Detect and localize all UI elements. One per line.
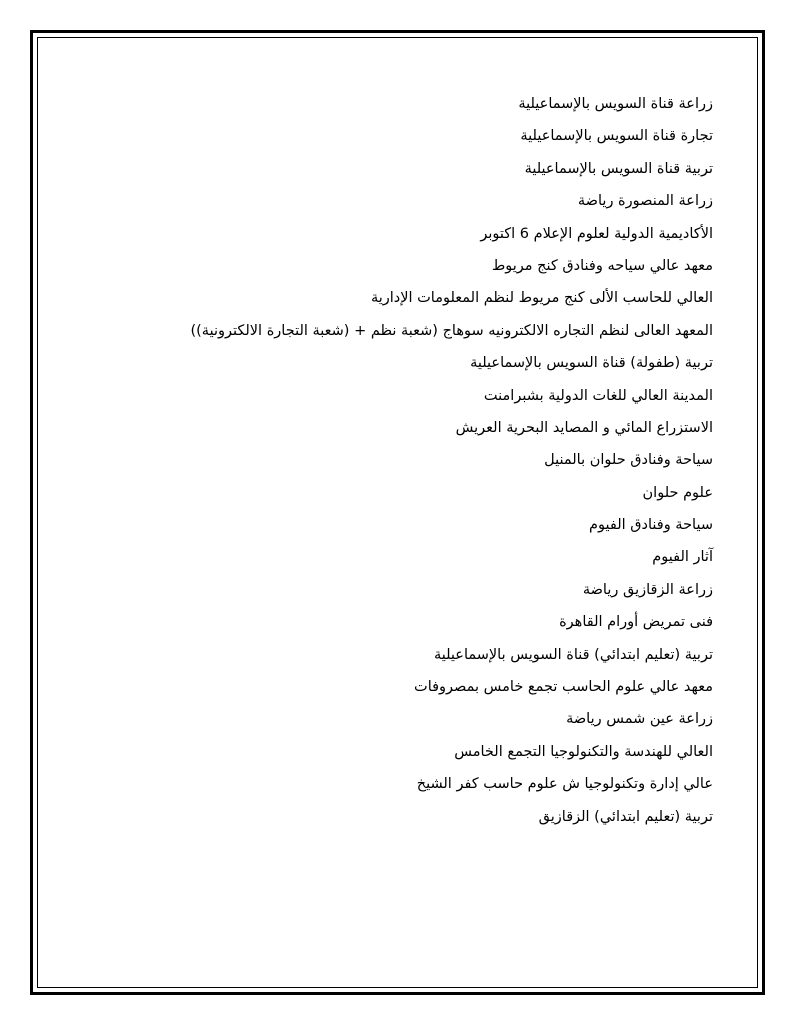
list-item: العالي للحاسب الألى كنج مريوط لنظم المعلومات الإدارية bbox=[370, 290, 713, 307]
list-item: تربية (طفولة) قناة السويس بالإسماعيلية bbox=[470, 355, 713, 372]
list-item: زراعة المنصورة رياضة bbox=[577, 193, 713, 210]
list-item: عالي إدارة وتكنولوجيا ش علوم حاسب كفر الشيخ bbox=[416, 776, 713, 793]
list-item: معهد عالي سياحه وفنادق كنج مريوط bbox=[491, 257, 713, 274]
list-item: الاستزراع المائي و المصايد البحرية العريش bbox=[455, 419, 713, 436]
list-item: علوم حلوان bbox=[642, 484, 713, 501]
list-item: العالي للهندسة والتكنولوجيا التجمع الخامس bbox=[454, 743, 713, 760]
list-item: الأكاديمية الدولية لعلوم الإعلام 6 اكتوبر bbox=[480, 225, 713, 242]
list-item: سياحة وفنادق حلوان بالمنيل bbox=[544, 452, 713, 469]
list-item: فنى تمريض أورام القاهرة bbox=[559, 614, 713, 631]
list-item: معهد عالي علوم الحاسب تجمع خامس بمصروفات bbox=[414, 679, 713, 696]
list-item: سياحة وفنادق الفيوم bbox=[589, 517, 713, 534]
list-item: المدينة العالي للغات الدولية بشبرامنت bbox=[483, 387, 713, 404]
list-item: آثار الفيوم bbox=[652, 549, 713, 566]
institutions-list bbox=[73, 88, 713, 833]
list-item: تربية (تعليم ابتدائي) الزقازيق bbox=[538, 808, 713, 825]
list-item: تربية (تعليم ابتدائي) قناة السويس بالإسماعيلية bbox=[433, 646, 713, 663]
list-item: تجارة قناة السويس بالإسماعيلية bbox=[520, 128, 713, 145]
list-item: زراعة الزقازيق رياضة bbox=[582, 581, 713, 598]
list-item: المعهد العالى لنظم التجاره الالكترونيه سوهاج (شعبة نظم + (شعبة التجارة الالكترونية)) bbox=[190, 322, 713, 339]
list-item: زراعة عين شمس رياضة bbox=[566, 711, 713, 728]
list-item: تربية قناة السويس بالإسماعيلية bbox=[524, 160, 713, 177]
list-item: زراعة قناة السويس بالإسماعيلية bbox=[518, 96, 713, 112]
